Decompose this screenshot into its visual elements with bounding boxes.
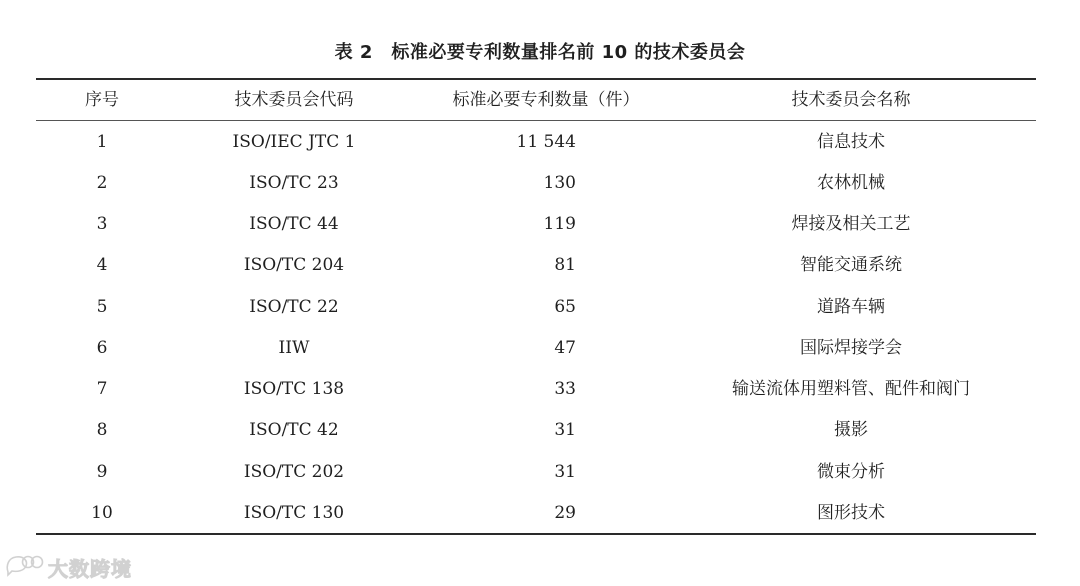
row-index: 7: [96, 379, 108, 399]
row-count: 47: [554, 338, 576, 358]
row-name: 图形技术: [817, 503, 885, 523]
row-name: 摄影: [834, 420, 868, 440]
header-code: 技术委员会代码: [234, 90, 354, 110]
table-row: [36, 410, 1036, 451]
table-row: [36, 328, 1036, 369]
row-count: 119: [543, 214, 576, 234]
row-count: 65: [554, 297, 576, 317]
row-index: 2: [96, 173, 108, 193]
table-row: [36, 163, 1036, 204]
row-count: 11 544: [516, 132, 576, 152]
row-index: 9: [96, 462, 108, 482]
row-code: ISO/TC 204: [243, 255, 345, 275]
table-row: [36, 245, 1036, 286]
row-code: ISO/TC 23: [249, 173, 339, 193]
row-index: 10: [91, 503, 113, 523]
row-code: ISO/TC 202: [243, 462, 345, 482]
table-header-row: [36, 80, 1036, 121]
row-index: 6: [96, 338, 108, 358]
table-row: [36, 122, 1036, 163]
row-name: 国际焊接学会: [800, 338, 902, 358]
row-name: 智能交通系统: [800, 255, 902, 275]
row-index: 1: [96, 132, 108, 152]
table-bottom-rule: [36, 533, 1036, 535]
watermark-text: 大数跨境: [48, 556, 132, 581]
row-count: 81: [554, 255, 576, 275]
watermark: [4, 554, 132, 580]
row-index: 8: [96, 420, 108, 440]
header-index: 序号: [85, 90, 119, 110]
row-name: 输送流体用塑料管、配件和阀门: [732, 379, 970, 399]
row-code: ISO/TC 22: [249, 297, 339, 317]
table-header-rule: [36, 120, 1036, 121]
row-name: 道路车辆: [817, 297, 885, 317]
row-count: 29: [554, 503, 576, 523]
row-index: 3: [96, 214, 108, 234]
row-code: ISO/TC 42: [249, 420, 339, 440]
table-row: [36, 204, 1036, 245]
table-row: [36, 369, 1036, 410]
row-code: ISO/TC 138: [243, 379, 345, 399]
row-name: 信息技术: [817, 132, 885, 152]
chat-bubble-logo-icon: [4, 552, 44, 582]
row-code: ISO/TC 130: [243, 503, 345, 523]
row-code: IIW: [278, 338, 310, 358]
row-count: 31: [554, 462, 576, 482]
header-name: 技术委员会名称: [791, 90, 911, 110]
table-row: [36, 493, 1036, 534]
row-name: 农林机械: [817, 173, 885, 193]
table-row: [36, 452, 1036, 493]
row-count: 130: [543, 173, 576, 193]
row-name: 焊接及相关工艺: [791, 214, 911, 234]
row-index: 5: [96, 297, 108, 317]
row-index: 4: [96, 255, 108, 275]
row-name: 微束分析: [817, 462, 885, 482]
row-count: 33: [554, 379, 576, 399]
row-code: ISO/TC 44: [249, 214, 339, 234]
row-code: ISO/IEC JTC 1: [232, 132, 356, 152]
table-caption: 表 2 标准必要专利数量排名前 10 的技术委员会: [334, 42, 746, 63]
row-count: 31: [554, 420, 576, 440]
table-row: [36, 287, 1036, 328]
header-count: 标准必要专利数量（件）: [452, 90, 640, 110]
